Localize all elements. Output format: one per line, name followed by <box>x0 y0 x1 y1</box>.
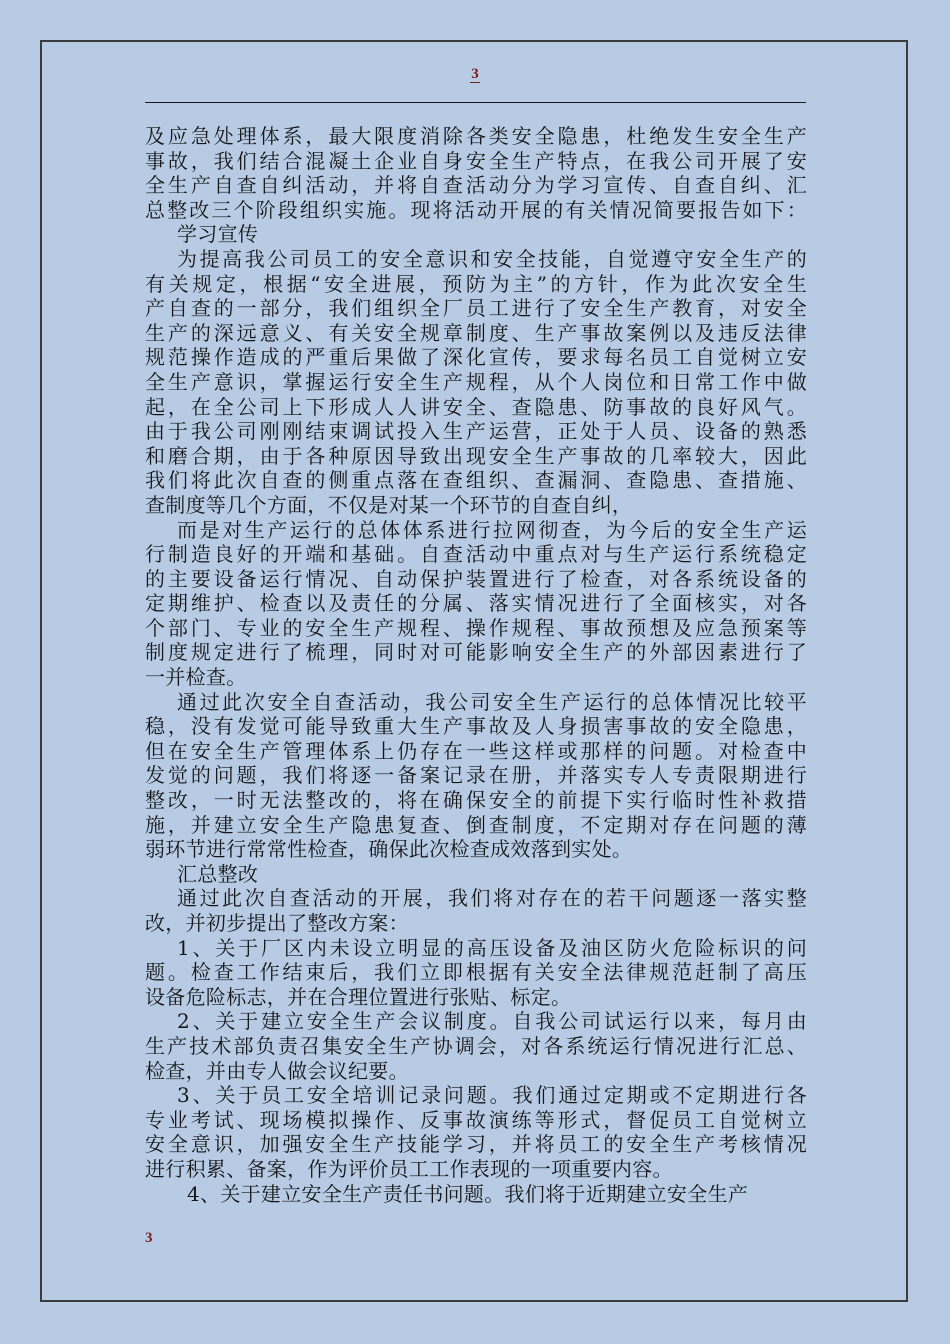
body-line: 专业考试、现场模拟操作、反事故演练等形式，督促员工自觉树立 <box>145 1107 807 1132</box>
body-line: 我们将此次自查的侧重点落在查组织、查漏洞、查隐患、查措施、 <box>145 468 807 493</box>
body-line: 个部门、专业的安全生产规程、操作规程、事故预想及应急预案等 <box>145 615 807 640</box>
body-line: 有关规定，根据“安全进展，预防为主”的方针，作为此次安全生 <box>145 271 807 296</box>
body-line: 制度规定进行了梳理，同时对可能影响安全生产的外部因素进行了 <box>145 640 807 665</box>
body-line: 检查，并由专人做会议纪要。 <box>145 1058 409 1083</box>
header-rule <box>145 102 806 103</box>
body-line: 行制造良好的开端和基础。自查活动中重点对与生产运行系统稳定 <box>145 542 807 567</box>
header-page-number-text: 3 <box>471 66 479 82</box>
body-line: 的主要设备运行情况、自动保护装置进行了检查，对各系统设备的 <box>145 566 807 591</box>
body-line: 和磨合期，由于各种原因导致出现安全生产事故的几率较大，因此 <box>145 443 807 468</box>
document-body <box>145 124 807 1206</box>
body-line: 弱环节进行常常性检查，确保此次检查成效落到实处。 <box>145 837 633 862</box>
body-line: 及应急处理体系，最大限度消除各类安全隐患，杜绝发生安全生产 <box>145 124 807 148</box>
body-line: 2、关于建立安全生产会议制度。自我公司试运行以来，每月由 <box>177 1009 807 1034</box>
body-line: 由于我公司刚刚结束调试投入生产运营，正处于人员、设备的熟悉 <box>145 419 807 444</box>
body-line: 总整改三个阶段组织实施。现将活动开展的有关情况简要报告如下： <box>145 197 807 222</box>
footer-page-number: 3 <box>145 1230 153 1246</box>
body-line: 1、关于厂区内未设立明显的高压设备及油区防火危险标识的问 <box>177 935 807 960</box>
body-line: 全生产自查自纠活动，并将自查活动分为学习宣传、自查自纠、汇 <box>145 173 807 198</box>
body-line: 3、关于员工安全培训记录问题。我们通过定期或不定期进行各 <box>177 1083 807 1108</box>
header-page-number <box>0 64 950 84</box>
body-line: 事故，我们结合混凝土企业自身安全生产特点，在我公司开展了安 <box>145 148 807 173</box>
body-line: 安全意识，加强安全生产技能学习，并将员工的安全生产考核情况 <box>145 1132 807 1157</box>
body-line: 施，并建立安全生产隐患复查、倒查制度，不定期对存在问题的薄 <box>145 812 807 837</box>
body-line: 改，并初步提出了整改方案： <box>145 911 409 935</box>
body-line: 起，在全公司上下形成人人讲安全、查隐患、防事故的良好风气。 <box>145 394 807 419</box>
body-line: 生产技术部负责召集安全生产协调会，对各系统运行情况进行汇总、 <box>145 1033 807 1058</box>
body-line: 4、关于建立安全生产责任书问题。我们将于近期建立安全生产 <box>187 1181 749 1206</box>
body-line: 汇总整改 <box>177 861 259 886</box>
body-line: 而是对生产运行的总体体系进行拉网彻查，为今后的安全生产运 <box>177 517 807 542</box>
body-line: 一并检查。 <box>145 665 247 690</box>
body-line: 但在安全生产管理体系上仍存在一些这样或那样的问题。对检查中 <box>145 738 807 763</box>
body-line: 整改，一时无法整改的，将在确保安全的前提下实行临时性补救措 <box>145 788 807 813</box>
body-line: 全生产意识，掌握运行安全生产规程，从个人岗位和日常工作中做 <box>145 369 807 394</box>
body-line: 设备危险标志，并在合理位置进行张贴、标定。 <box>145 984 572 1009</box>
body-line: 规范操作造成的严重后果做了深化宣传，要求每名员工自觉树立安 <box>145 345 807 370</box>
body-line: 学习宣传 <box>177 222 259 247</box>
body-line: 题。检查工作结束后，我们立即根据有关安全法律规范赶制了高压 <box>145 960 807 985</box>
body-line: 查制度等几个方面，不仅是对某一个环节的自查自纠， <box>145 492 633 517</box>
body-line: 生产的深远意义、有关安全规章制度、生产事故案例以及违反法律 <box>145 320 807 345</box>
body-line: 通过此次安全自查活动，我公司安全生产运行的总体情况比较平 <box>177 689 807 714</box>
body-line: 通过此次自查活动的开展，我们将对存在的若干问题逐一落实整 <box>177 886 807 911</box>
body-line: 产自查的一部分，我们组织全厂员工进行了安全生产教育，对安全 <box>145 296 807 321</box>
body-line: 稳，没有发觉可能导致重大生产事故及人身损害事故的安全隐患， <box>145 714 807 739</box>
body-line: 为提高我公司员工的安全意识和安全技能，自觉遵守安全生产的 <box>177 246 807 271</box>
body-line: 发觉的问题，我们将逐一备案记录在册，并落实专人专责限期进行 <box>145 763 807 788</box>
body-line: 进行积累、备案，作为评价员工工作表现的一项重要内容。 <box>145 1156 673 1181</box>
body-line: 定期维护、检查以及责任的分属、落实情况进行了全面核实，对各 <box>145 591 807 616</box>
